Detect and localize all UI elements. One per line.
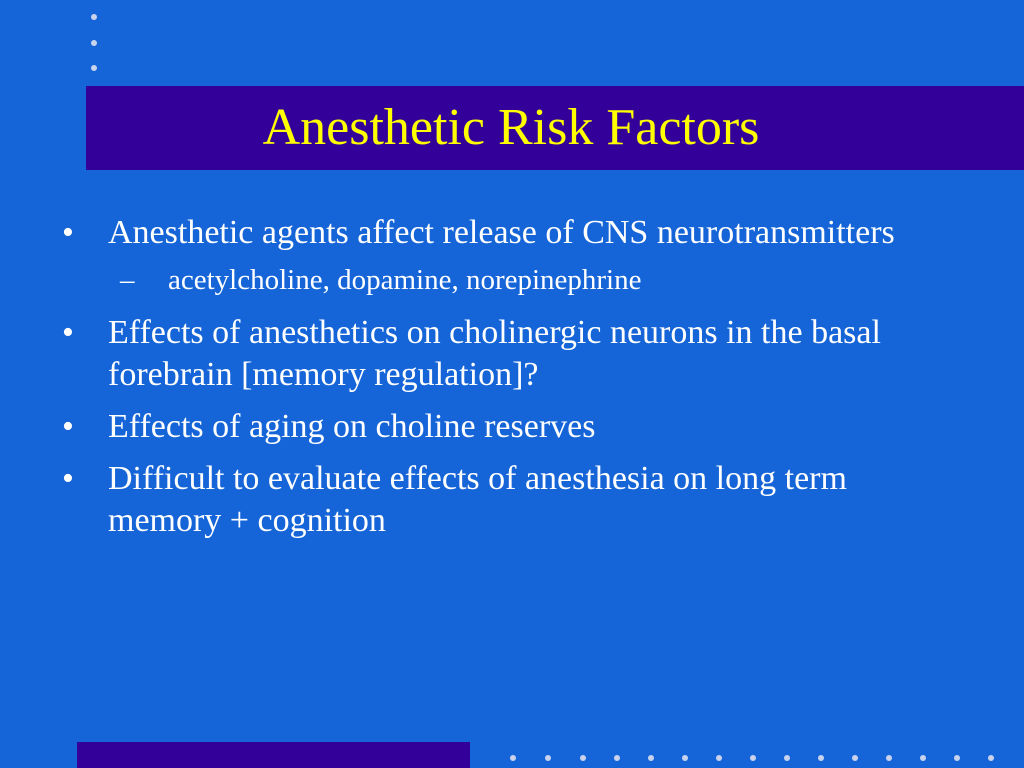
decor-dot — [852, 755, 858, 761]
decor-dot — [784, 755, 790, 761]
decor-dot — [750, 755, 756, 761]
bullet-text: Anesthetic agents affect release of CNS neurotransmitters — [108, 214, 895, 251]
decor-dot — [614, 755, 620, 761]
bullet-item — [62, 212, 962, 254]
decor-dot — [954, 755, 960, 761]
bullet-text: Effects of aging on choline reserves — [108, 408, 596, 445]
bullet-marker: • — [62, 214, 74, 251]
sub-bullet-text: acetylcholine, dopamine, norepinephrine — [168, 264, 642, 296]
bullet-item — [62, 458, 962, 542]
decor-dot — [716, 755, 722, 761]
bullet-text: Effects of anesthetics on cholinergic neurons in the basal forebrain [memory regulation]? — [108, 314, 881, 393]
bullet-marker: • — [62, 314, 74, 351]
decor-dot — [91, 14, 97, 20]
bullet-item — [62, 312, 962, 396]
decor-dot — [545, 755, 551, 761]
decor-dot — [886, 755, 892, 761]
bullet-marker: • — [62, 408, 74, 445]
decor-dot — [91, 65, 97, 71]
decor-dot — [818, 755, 824, 761]
decor-dot — [988, 755, 994, 761]
bullet-marker: • — [62, 460, 74, 497]
decor-dot — [510, 755, 516, 761]
sub-bullet-marker: – — [120, 264, 135, 296]
sub-bullet-item — [62, 262, 962, 298]
bullet-item — [62, 406, 962, 448]
decor-dot — [648, 755, 654, 761]
footer-band — [77, 742, 470, 768]
decor-dot — [580, 755, 586, 761]
decor-dot — [91, 40, 97, 46]
decor-dot — [920, 755, 926, 761]
decor-dot — [682, 755, 688, 761]
bullet-list — [62, 212, 962, 552]
slide-title: Anesthetic Risk Factors — [262, 99, 760, 156]
bullet-text: Difficult to evaluate effects of anesthesia on long term memory + cognition — [108, 460, 847, 539]
